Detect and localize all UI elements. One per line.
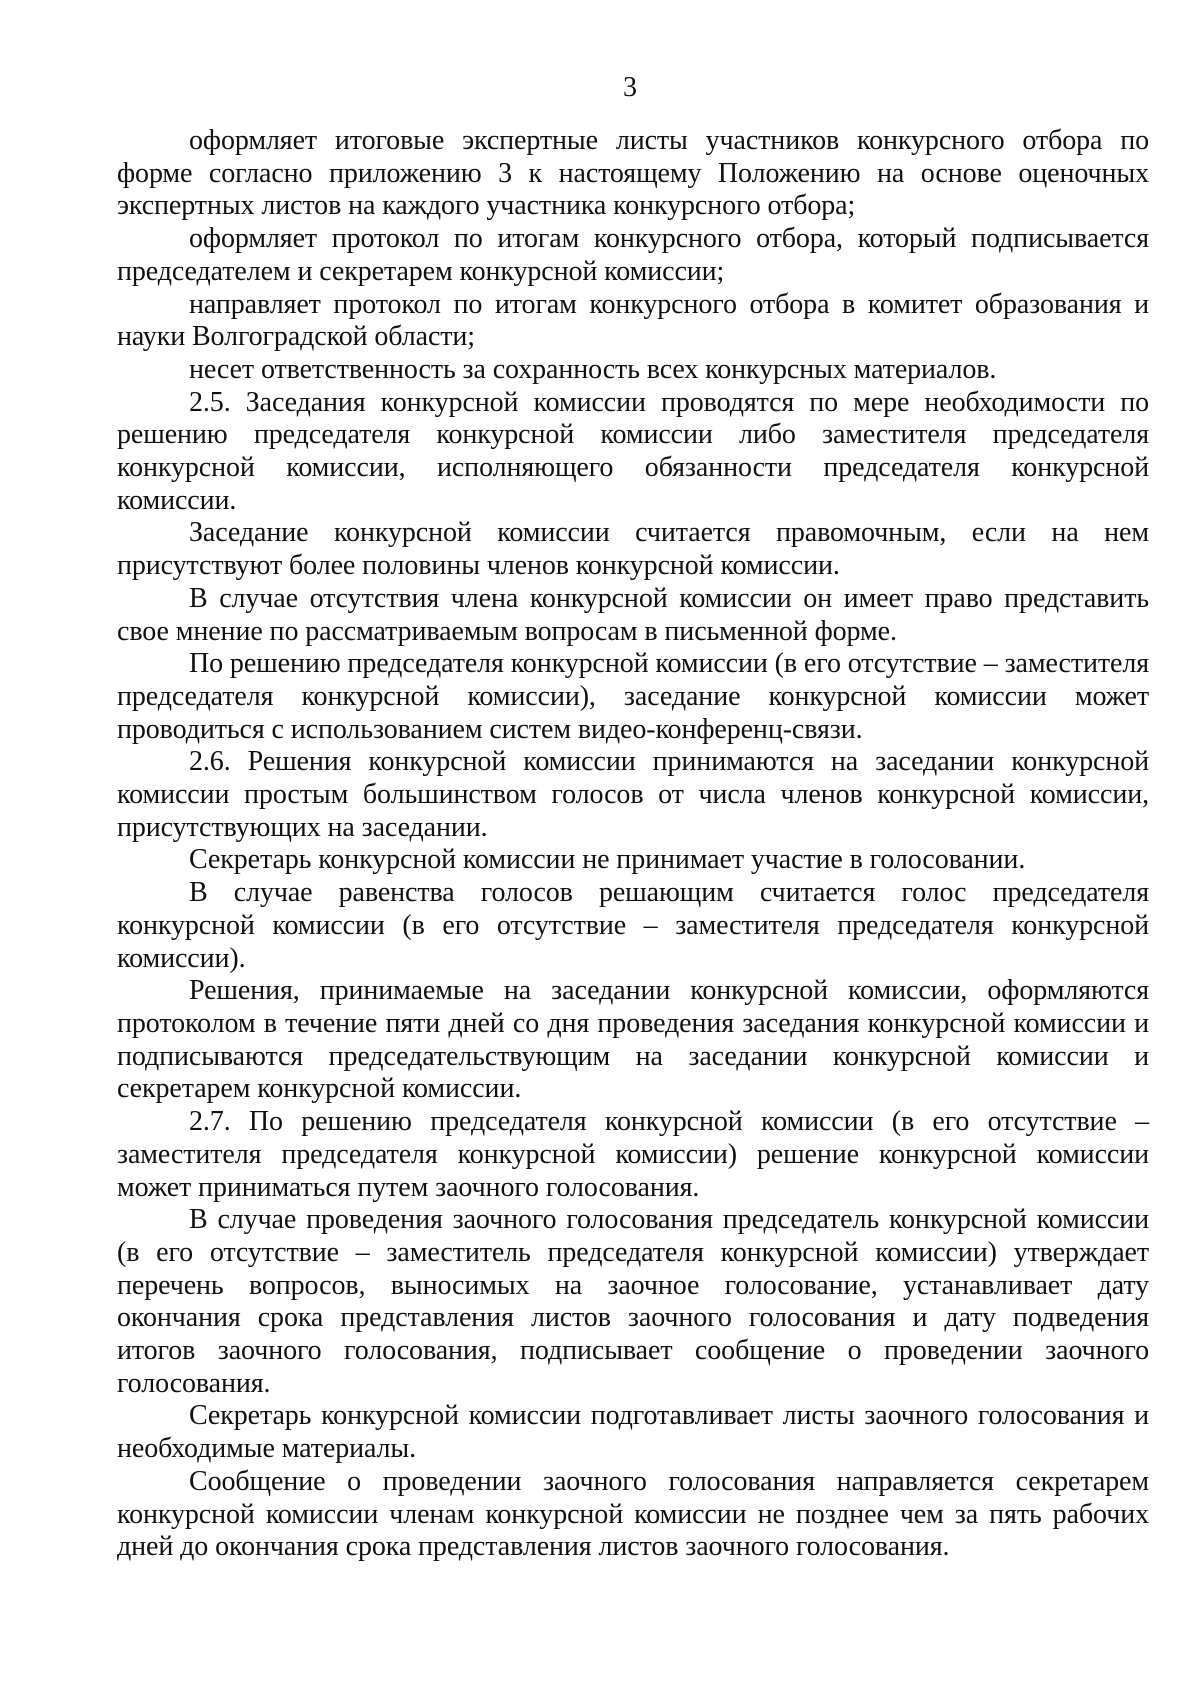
page-number: 3 — [623, 72, 637, 103]
paragraph: Заседание конкурсной комиссии считается правомочным, если на нем присутствуют более половины членов конкурсной комиссии. — [117, 517, 1149, 582]
paragraph: В случае равенства голосов решающим считается голос председателя конкурсной комиссии (в его отсутствие – заместителя председателя конкурсной комиссии). — [117, 877, 1149, 974]
paragraph: направляет протокол по итогам конкурсного отбора в комитет образования и науки Волгоградской области; — [117, 288, 1149, 353]
paragraph: Секретарь конкурсной комиссии не принимает участие в голосовании. — [189, 844, 1026, 876]
paragraph-section-2-7: 2.7. По решению председателя конкурсной комиссии (в его отсутствие – заместителя председателя конкурсной комиссии) решение конкурсной комиссии может приниматься путем заочного голосования. — [117, 1106, 1149, 1203]
paragraph-section-2-6: 2.6. Решения конкурсной комиссии принимаются на заседании конкурсной комиссии простым большинством голосов от числа членов конкурсной комиссии, присутствующих на заседании. — [117, 746, 1149, 843]
paragraph: Секретарь конкурсной комиссии подготавливает листы заочного голосования и необходимые материалы. — [117, 1400, 1149, 1465]
paragraph: оформляет протокол по итогам конкурсного отбора, который подписывается председателем и секретарем конкурсной комиссии; — [117, 223, 1149, 287]
paragraph: В случае проведения заочного голосования председатель конкурсной комиссии (в его отсутствие – заместитель председателя конкурсной комиссии) утверждает перечень вопросов, выносимых на заочное голосование, устанавливает дату окончания срока представления листов заочного голосования и дату подведения итогов заочного голосования, подписывает сообщение о проведении заочного голосования. — [117, 1204, 1149, 1399]
paragraph: В случае отсутствия члена конкурсной комиссии он имеет право представить свое мнение по рассматриваемым вопросам в письменной форме. — [117, 582, 1149, 647]
document-body — [117, 125, 1149, 1564]
paragraph: Сообщение о проведении заочного голосования направляется секретарем конкурсной комиссии членам конкурсной комиссии не позднее чем за пять рабочих дней до окончания срока представления листов заочного голосования. — [117, 1465, 1149, 1563]
paragraph: Решения, принимаемые на заседании конкурсной комиссии, оформляются протоколом в течение пяти дней со дня проведения заседания конкурсной комиссии и подписываются председательствующим на заседании конкурсной комиссии и секретарем конкурсной комиссии. — [117, 975, 1149, 1105]
paragraph: По решению председателя конкурсной комиссии (в его отсутствие – заместителя председателя конкурсной комиссии), заседание конкурсной комиссии может проводиться с использованием систем видео-конференц-связи. — [117, 648, 1149, 745]
paragraph: оформляет итоговые экспертные листы участников конкурсного отбора по форме согласно приложению 3 к настоящему Положению на основе оценочных экспертных листов на каждого участника конкурсного отбора; — [117, 125, 1149, 222]
paragraph-section-2-5: 2.5. Заседания конкурсной комиссии проводятся по мере необходимости по решению председателя конкурсной комиссии либо заместителя председателя конкурсной комиссии, исполняющего обязанности председателя конкурсной комиссии. — [117, 386, 1149, 516]
paragraph: несет ответственность за сохранность всех конкурсных материалов. — [189, 353, 997, 385]
